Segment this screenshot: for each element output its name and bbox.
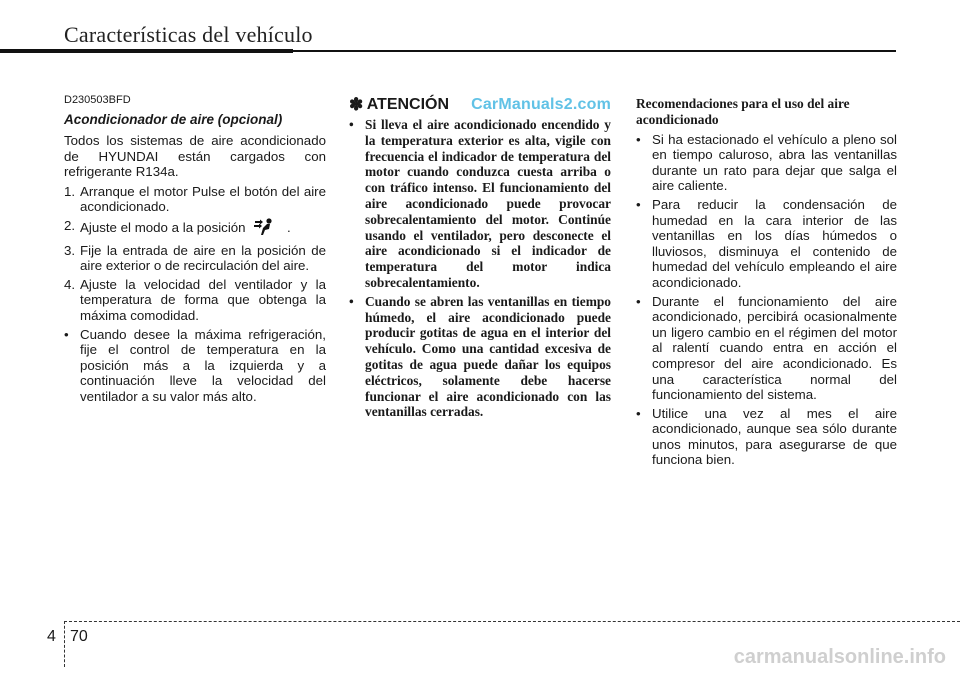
step-number: 2. [64,217,76,233]
step-number: 1. [64,183,76,199]
footer-watermark: carmanualsonline.info [733,646,946,668]
column-recommendations [636,94,897,471]
step-text: Ajuste la velocidad del ventilador y la temperatura de forma que obtenga la máxima comodidad. [80,276,326,323]
step-item [64,184,326,215]
recommendation-text: Durante el funcionamiento del aire acondicionado, percibirá ocasionalmente un ligero cambio en el régimen del motor al ralentí cuando entra en acción el compresor del aire acondicionado. Es una característica normal del funcionamiento del sistema. [652,293,897,403]
column-caution [349,94,611,423]
caution-heading [349,94,611,116]
tip-item [64,327,326,405]
caution-item [349,117,611,291]
step-number: 4. [64,276,76,292]
bullet-dot: • [349,293,354,309]
vent-mode-icon [253,218,275,240]
bullet-dot: • [636,405,641,421]
recommendation-item [636,406,897,468]
recommendations-list [636,132,897,468]
recommendation-text: Utilice una vez al mes el aire acondicionado, aunque sea sólo durante unos minutos, para asegurarse de que funciona bien. [652,405,897,468]
recommendations-title: Recomendaciones para el uso del aire acondicionado [636,96,850,127]
bullet-dot: • [64,326,69,342]
bullet-dot: • [636,196,641,212]
page-number: 70 [70,628,88,645]
caution-star-icon: ✽ [349,95,364,114]
step-item [64,218,326,240]
step-text-suffix: . [286,219,291,235]
recommendation-text: Para reducir la condensación de humedad en la cara interior de las ventanillas en los días húmedos o lluviosos, disminuya el contenido de humedad del vehículo empleando el aire acondicionado. [652,196,897,290]
caution-list [349,117,611,420]
step-item [64,277,326,324]
bullet-dot: • [636,131,641,147]
section-subtitle: Acondicionador de aire (opcional) [64,112,283,127]
header-rule-thick [0,49,293,53]
section-code: D230503BFD [64,94,131,106]
steps-list [64,184,326,324]
tip-list [64,327,326,405]
recommendation-item [636,294,897,403]
caution-item [349,294,611,420]
step-text: Fije la entrada de aire en la posición de aire exterior o de recirculación del aire. [80,242,326,274]
watermark-logo: CarManuals2.com [471,96,611,113]
caution-text: Si lleva el aire acondicionado encendido y la temperatura exterior es alta, vigile con frecuencia el indicador de temperatura del motor cuando conduzca cuesta arriba o con tráfico intenso. El funcionamiento del aire acondicionado puede provocar sobrecalentamiento del motor. Continúe usando el ventilador, pero desconecte el aire acondicionado si el indicador de temperatura del motor indica sobrecalentamiento. [365,117,611,290]
footer-dashed-divider [64,621,65,667]
bullet-dot: • [349,117,354,132]
step-number: 3. [64,242,76,258]
caution-text: Cuando se abren las ventanillas en tiempo húmedo, el aire acondicionado puede producir gotitas de agua en el interior del vehículo. Como una cantidad excesiva de gotitas de agua puede dañar los equipos eléctricos, solamente debe hacerse funcionar el aire acondicionado con las ventanillas cerradas. [365,293,611,420]
caution-title: ATENCIÓN [366,96,450,113]
footer-dashed-rule [64,621,960,622]
step-item [64,243,326,274]
step-text: Arranque el motor Pulse el botón del aire acondicionado. [80,183,326,215]
intro-paragraph: Todos los sistemas de aire acondicionado de HYUNDAI están cargados con refrigerante R134a. [64,133,326,180]
header-rule-thin [293,50,896,52]
chapter-number: 4 [47,628,56,645]
recommendation-item [636,197,897,291]
page-header-title: Características del vehículo [64,22,313,47]
column-instructions [64,94,326,408]
recommendation-item [636,132,897,194]
tip-text: Cuando desee la máxima refrigeración, fije el control de temperatura en la posición más a la izquierda y a continuación lleve la velocidad del ventilador a su valor más alto. [80,326,326,404]
step-text: Ajuste el modo a la posición [80,219,246,235]
recommendation-text: Si ha estacionado el vehículo a pleno sol en tiempo caluroso, abra las ventanillas durante un rato para dejar que salga el aire caliente. [652,131,897,194]
bullet-dot: • [636,293,641,309]
